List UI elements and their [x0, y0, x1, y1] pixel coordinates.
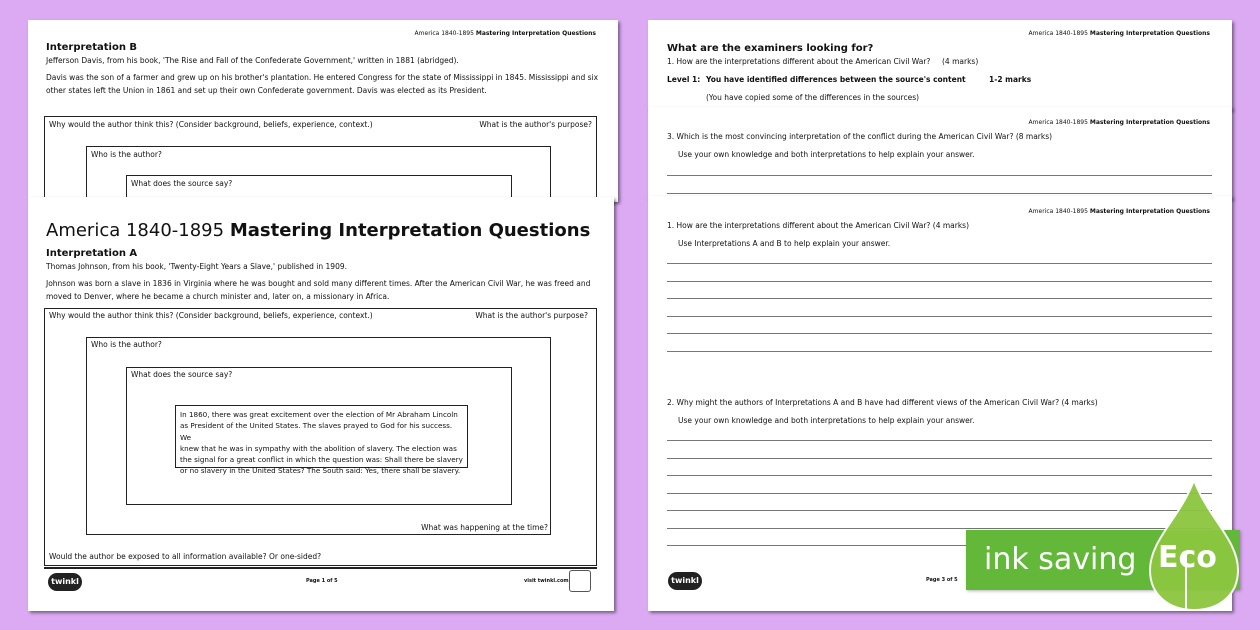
level-label: Level 1:	[667, 75, 701, 84]
page-examiners	[648, 20, 1232, 110]
header-text: America 1840-1895	[1028, 208, 1088, 215]
question: 3. Which is the most convincing interpretation of the conflict during the American Civil War? (8 marks)	[667, 132, 1053, 141]
page-header	[1029, 208, 1210, 215]
header-bold: Mastering Interpretation Questions	[1089, 119, 1210, 126]
purpose-label: What is the author's purpose?	[475, 311, 588, 320]
source-line: Thomas Johnson, from his book, 'Twenty-Eight Years a Slave,' published in 1909.	[46, 262, 348, 271]
hint: Use your own knowledge and both interpretations to help explain your answer.	[678, 416, 975, 425]
quality-badge-icon	[569, 570, 591, 592]
page-number: Page 3 of 5	[926, 577, 958, 583]
twinkl-logo: twinkl	[48, 573, 82, 591]
body-line: Johnson was born a slave in 1836 in Virginia where he was bought and sold many different times. After the American Civil War, he was freed and	[46, 279, 591, 288]
body-line: moved to Denver, where he became a church minister and, later on, a missionary in Africa.	[46, 292, 390, 301]
level-text: You have identified differences between the source's content	[706, 75, 966, 84]
answer-line[interactable]	[667, 493, 1212, 494]
hint: Use Interpretations A and B to help explain your answer.	[678, 239, 891, 248]
answer-line[interactable]	[667, 316, 1212, 317]
quote-line: In 1860, there was great excitement over the election of Mr Abraham Lincoln	[180, 410, 458, 419]
answer-line[interactable]	[667, 333, 1212, 334]
section-title: Interpretation A	[46, 248, 138, 259]
question: 1. How are the interpretations different about the American Civil War? (4 marks)	[667, 221, 970, 230]
page-interpretation-a	[28, 197, 614, 611]
question: 2. Why might the authors of Interpretations A and B have had different views of the American Civil War? (4 marks)	[667, 398, 1098, 407]
marks: (4 marks)	[942, 57, 979, 66]
why-label: Why would the author think this? (Consider background, beliefs, experience, context.)	[49, 120, 373, 129]
page-interpretation-b	[28, 20, 618, 202]
header-text: America 1840-1895	[414, 30, 474, 37]
why-label: Why would the author think this? (Consider background, beliefs, experience, context.)	[49, 311, 373, 320]
section-title: Interpretation B	[46, 42, 138, 53]
eco-label: Eco	[1158, 540, 1217, 575]
answer-line[interactable]	[667, 351, 1212, 352]
page-question-3	[648, 107, 1232, 199]
level-note: (You have copied some of the differences in the sources)	[706, 93, 920, 102]
exposed-label: Would the author be exposed to all information available? Or one-sided?	[49, 552, 322, 561]
title-text: America 1840-1895	[46, 220, 225, 241]
answer-line[interactable]	[667, 458, 1212, 459]
quote-line: the signal for a great conflict in which the question was: Shall there be slavery	[180, 455, 463, 465]
footer-divider	[44, 567, 597, 569]
quote-line: as President of the United States. The slaves prayed to God for his success. We	[180, 421, 453, 442]
purpose-label: What is the author's purpose?	[479, 120, 592, 129]
body-line: other states left the Union in 1861 and set up their own Confederate government. Davis was elected as its President.	[46, 86, 487, 95]
header-bold: Mastering Interpretation Questions	[475, 30, 596, 37]
worksheet-title	[46, 220, 590, 241]
happening-label: What was happening at the time?	[421, 523, 548, 532]
who-label: Who is the author?	[91, 340, 162, 349]
page-header	[415, 30, 596, 37]
ink-saving-label: ink saving	[984, 542, 1137, 577]
what-label: What does the source say?	[131, 370, 233, 379]
level-marks: 1-2 marks	[989, 75, 1032, 84]
page-header	[1029, 119, 1210, 126]
page-header	[1029, 30, 1210, 37]
hint: Use your own knowledge and both interpretations to help explain your answer.	[678, 150, 975, 159]
body-line: Davis was the son of a farmer and grew up on his brother's plantation. He entered Congress for the state of Mississippi in 1845. Mississippi and six	[46, 73, 599, 82]
answer-line[interactable]	[667, 510, 1212, 511]
answer-line[interactable]	[667, 298, 1212, 299]
visit-link[interactable]: visit twinkl.com	[524, 578, 569, 584]
answer-line[interactable]	[667, 528, 1212, 529]
header-bold: Mastering Interpretation Questions	[1089, 30, 1210, 37]
answer-line[interactable]	[667, 281, 1212, 282]
header-text: America 1840-1895	[1028, 119, 1088, 126]
answer-line[interactable]	[667, 263, 1212, 264]
answer-line[interactable]	[667, 440, 1212, 441]
who-label: Who is the author?	[91, 150, 162, 159]
title-bold: Mastering Interpretation Questions	[229, 220, 591, 241]
quote-box	[175, 405, 468, 476]
question: 1. How are the interpretations different about the American Civil War?	[667, 57, 931, 66]
quote-line: or no slavery in the United States? The South said: Yes, there shall be slavery.	[180, 466, 461, 476]
answer-line	[667, 175, 1212, 176]
header-text: America 1840-1895	[1028, 30, 1088, 37]
quote-line: knew that he was in sympathy with the abolition of slavery. The election was	[180, 443, 457, 453]
what-label: What does the source say?	[131, 179, 233, 188]
twinkl-logo: twinkl	[668, 572, 702, 590]
answer-line[interactable]	[667, 475, 1212, 476]
header-bold: Mastering Interpretation Questions	[1089, 208, 1210, 215]
page-number: Page 1 of 5	[306, 578, 338, 584]
source-line: Jefferson Davis, from his book, 'The Rise and Fall of the Confederate Government,' written in 1881 (abridged).	[46, 56, 459, 65]
answer-line	[667, 193, 1212, 194]
section-title: What are the examiners looking for?	[667, 43, 874, 54]
